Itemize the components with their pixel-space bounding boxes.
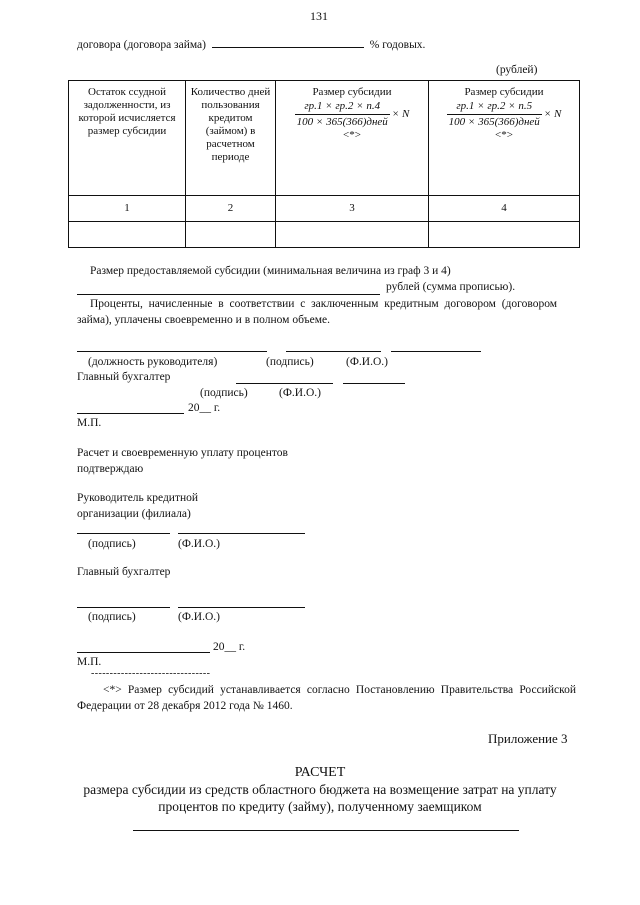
header-loan-balance: Остаток ссудной задолженности, из которой исчисляется размер субсидии <box>69 81 186 196</box>
signature-blank-1 <box>286 351 381 352</box>
header-subsidy-p5-title: Размер субсидии <box>464 86 544 98</box>
footnote-text: <*> Размер субсидий устанавливается согласно Постановлению Правительства Российской Федерации от 28 декабря 2012 года № 1460. <box>77 684 576 712</box>
header-days: Количество дней пользования кредитом (займом) в расчетном периоде <box>186 81 276 196</box>
formula-p5 <box>447 100 542 129</box>
formula-p5-numerator: гр.1 × гр.2 × п.5 <box>447 100 542 115</box>
data-cell-2[interactable] <box>186 222 276 248</box>
signature-blank-4 <box>77 607 170 608</box>
page-number: 131 <box>310 9 328 23</box>
fio-blank-4 <box>178 607 305 608</box>
signature-blank-3 <box>77 533 170 534</box>
formula-p4-denominator: 100 × 365(366)дней <box>296 116 388 128</box>
formula-p5-multiplier: × N <box>543 108 562 120</box>
bank-head-label: Руководитель кредитной организации (филиала) <box>77 492 199 520</box>
footnote-marker-p5: <*> <box>495 129 513 141</box>
appendix-label: Приложение 3 <box>488 731 568 746</box>
formula-p4-multiplier: × N <box>391 108 410 120</box>
interest-rate-blank <box>212 36 364 48</box>
interest-rate-line <box>77 36 425 51</box>
chief-accountant-label-1: Главный бухгалтер <box>77 371 171 383</box>
col-number-3: 3 <box>276 196 429 222</box>
fio-blank-2 <box>343 383 405 384</box>
col-number-4: 4 <box>429 196 580 222</box>
interest-statement: Проценты, начисленные в соответствии с заключенным кредитным договором (договором займа), уплачены своевременно и в полном объеме. <box>77 298 557 326</box>
date-year-2: 20__ г. <box>213 641 246 653</box>
interest-rate-prefix: договора (договора займа) <box>77 39 206 51</box>
formula-p5-denominator: 100 × 365(366)дней <box>448 116 540 128</box>
fio-label-2: (Ф.И.О.) <box>279 387 321 399</box>
fio-label-1: (Ф.И.О.) <box>346 356 388 368</box>
borrower-name-blank <box>133 830 519 831</box>
header-subsidy-p4-title: Размер субсидии <box>312 86 392 98</box>
col-number-2: 2 <box>186 196 276 222</box>
units-label: (рублей) <box>496 64 538 76</box>
position-blank <box>77 351 267 352</box>
stamp-label-2: М.П. <box>77 656 102 668</box>
interest-rate-suffix: % годовых. <box>369 39 426 51</box>
subsidy-amount-line: Размер предоставляемой субсидии (минимальная величина из граф 3 и 4) <box>90 265 451 277</box>
signature-label-2: (подпись) <box>200 387 248 399</box>
confirmation-text: Расчет и своевременную уплату процентов подтверждаю <box>77 447 288 475</box>
header-subsidy-p5 <box>429 81 580 196</box>
signature-label-3: (подпись) <box>88 538 136 550</box>
signature-label-4: (подпись) <box>88 611 136 623</box>
subsidy-table <box>68 80 580 248</box>
calc-title: РАСЧЕТ <box>294 765 346 780</box>
data-cell-4[interactable] <box>429 222 580 248</box>
date-blank-1 <box>77 413 184 414</box>
signature-label-1: (подпись) <box>266 356 314 368</box>
fio-blank-3 <box>178 533 305 534</box>
fio-label-4: (Ф.И.О.) <box>178 611 220 623</box>
data-cell-1[interactable] <box>69 222 186 248</box>
formula-p4-numerator: гр.1 × гр.2 × п.4 <box>295 100 390 115</box>
date-year-1: 20__ г. <box>188 402 221 414</box>
stamp-label-1: М.П. <box>77 417 102 429</box>
formula-p4 <box>295 100 390 129</box>
chief-accountant-label-2: Главный бухгалтер <box>77 566 171 578</box>
footnote-marker-p4: <*> <box>343 129 361 141</box>
fio-label-3: (Ф.И.О.) <box>178 538 220 550</box>
data-cell-3[interactable] <box>276 222 429 248</box>
col-number-1: 1 <box>69 196 186 222</box>
signature-blank-2 <box>236 383 333 384</box>
calc-subtitle: размера субсидии из средств областного бюджета на возмещение затрат на уплату процентов по кредиту (займу), полученному заемщиком <box>83 782 557 814</box>
date-blank-2 <box>77 652 210 653</box>
header-subsidy-p4 <box>276 81 429 196</box>
fio-blank-1 <box>391 351 481 352</box>
footnote-separator: -------------------------------- <box>91 668 211 679</box>
subsidy-amount-blank <box>77 294 380 295</box>
subsidy-amount-words: рублей (сумма прописью). <box>386 281 516 293</box>
position-label: (должность руководителя) <box>88 356 218 368</box>
